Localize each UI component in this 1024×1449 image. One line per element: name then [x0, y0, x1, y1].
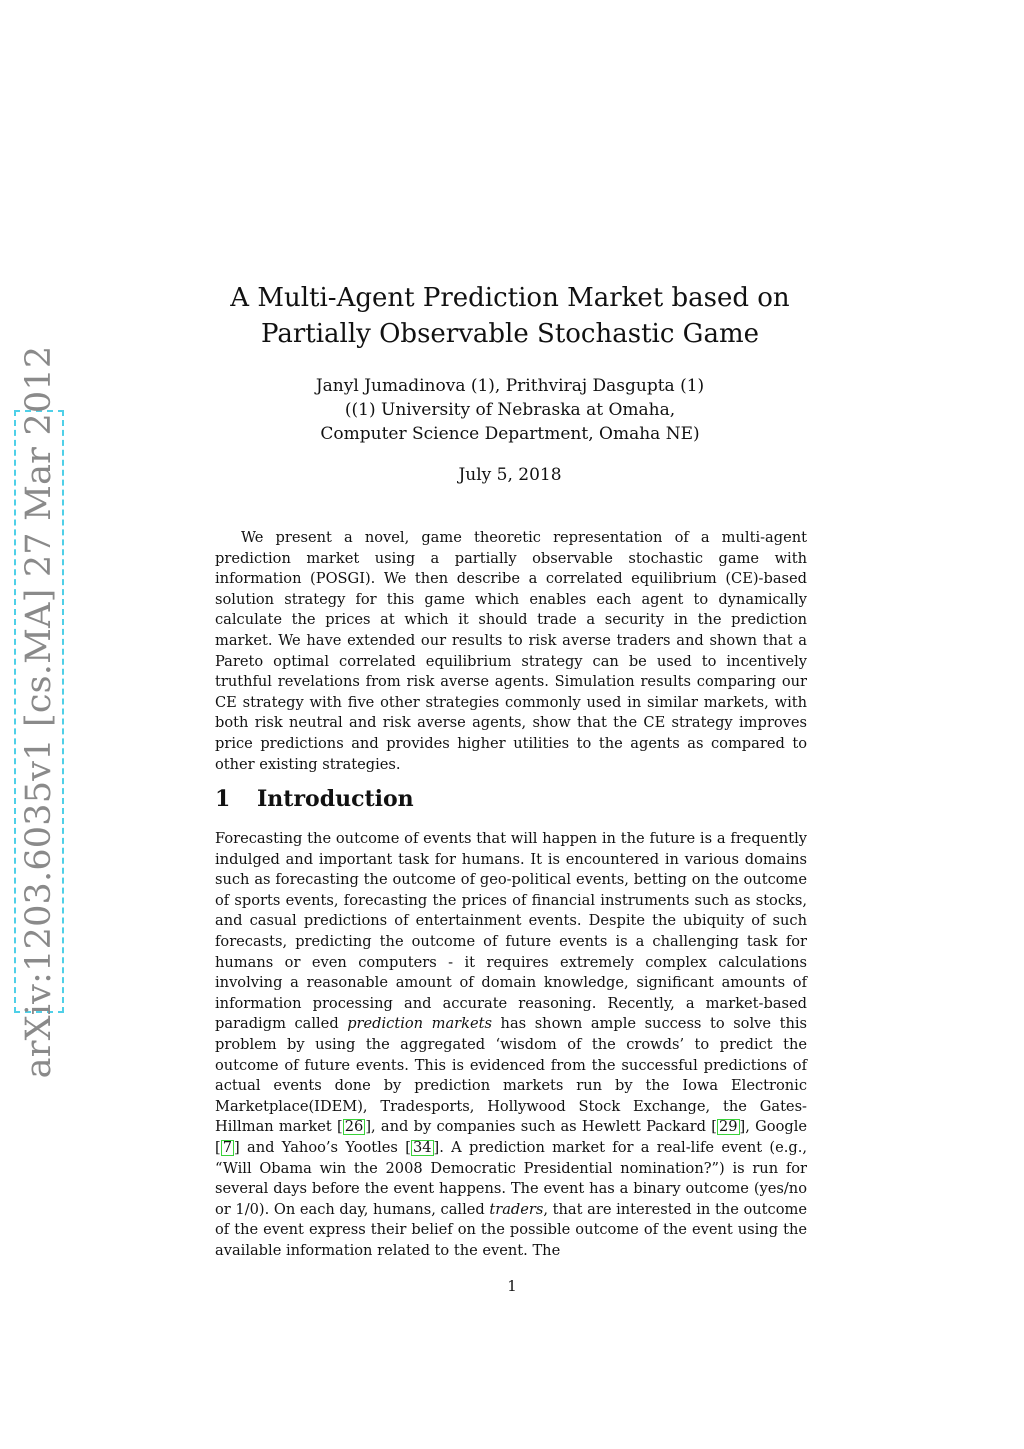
intro-text-2: has shown ample success to solve this problem by using the aggregated ‘wisdom of the crowds’ to predict the outcome of future events. This is evidenced from the successful predictions of actual events done by prediction markets run by the Iowa Electronic Marketplace(IDEM), Tradesports, Hollywood Stock Exchange, the Gates-Hillman market: [215, 1015, 807, 1136]
arxiv-identifier[interactable]: arXiv:1203.6035v1 [cs.MA] 27 Mar 2012: [19, 345, 59, 1078]
intro-text-5: and Yahoo’s Yootles: [239, 1138, 406, 1156]
intro-text-6: . A prediction market for a real-life event (e.g., “Will Obama win the 2008 Democratic Presidential nomination?”) is run for several days before the event happens. The event has a binary outcome (yes/no or 1/0). On each day, humans, called: [215, 1138, 807, 1218]
intro-text-4: , Google: [745, 1118, 808, 1136]
citation-link[interactable]: 7: [222, 1138, 232, 1156]
intro-emphasis-traders: traders: [489, 1200, 544, 1218]
section-title: Introduction: [257, 786, 414, 812]
arxiv-identifier-stamp: [14, 345, 64, 1078]
citation-link[interactable]: 26: [344, 1118, 364, 1136]
citation-link[interactable]: 29: [718, 1118, 738, 1136]
section-heading-introduction: [215, 785, 414, 813]
paper-date: July 5, 2018: [458, 465, 562, 485]
author-list: Janyl Jumadinova (1), Prithviraj Dasgupta (1): [315, 376, 705, 396]
intro-text-3: , and by companies such as Hewlett Packard: [371, 1118, 712, 1136]
intro-text-1: Forecasting the outcome of events that will happen in the future is a frequently indulged and important task for humans. It is encountered in various domains such as forecasting the outcome of geo-political events, betting on the outcome of sports events, forecasting the prices of financial instruments such as stocks, and casual predictions of entertainment events. Despite the ubiquity of such forecasts, predicting the outcome of future events is a challenging task for humans or even computers - it requires extremely complex calculations involving a reasonable amount of domain knowledge, significant amounts of information processing and accurate reasoning. Recently, a market-based paradigm called: [215, 830, 807, 1033]
introduction-paragraph: Forecasting the outcome of events that will happen in the future is a frequently indulged and important task for humans. It is encountered in various domains such as forecasting the outcome of geo-political events, betting on the outcome of sports events, forecasting the prices of financial instruments such as stocks, and casual predictions of entertainment events. Despite the ubiquity of such forecasts, predicting the outcome of future events is a challenging task for humans or even computers - it requires extremely complex calculations involving a reasonable amount of domain knowledge, significant amounts of information processing and accurate reasoning. Recently, a market-based paradigm called prediction markets has shown ample success to solve this problem by using the aggregated ‘wisdom of the crowds’ to predict the outcome of future events. This is evidenced from the successful predictions of actual events done by prediction markets run by the Iowa Electronic Marketplace(IDEM), Tradesports, Hollywood Stock Exchange, the Gates-Hillman market [ 26 ], and by companies such as Hewlett Packard [ 29 ], Google [ 7 ] and Yahoo’s Yootles [ 34 ]. A prediction market for a real-life event (e.g., “Will Obama win the 2008 Democratic Presidential nomination?”) is run for several days before the event happens. The event has a binary outcome (yes/no or 1/0). On each day, humans, called traders, that are interested in the outcome of the event express their belief on the possible outcome of the event using the available information related to the event. The: [215, 830, 808, 1259]
affiliation-line-1: ((1) University of Nebraska at Omaha,: [344, 400, 676, 420]
section-number: 1: [215, 786, 231, 812]
abstract: [215, 528, 807, 775]
page-number: 1: [507, 1277, 517, 1295]
intro-text-7: , that are interested in the outcome of the event express their belief on the possible outcome of the event using the available information related to the event. The: [215, 1200, 807, 1259]
abstract-text: We present a novel, game theoretic representation of a multi-agent prediction market using a partially observable stochastic game with information (POSGI). We then describe a correlated equilibrium (CE)-based solution strategy for this game which enables each agent to dynamically calculate the prices at which it should trade a security in the prediction market. We have extended our results to risk averse traders and shown that a Pareto optimal correlated equilibrium strategy can be used to incentively truthful revelations from risk averse agents. Simulation results comparing our CE strategy with five other strategies commonly used in similar markets, with both risk neutral and risk averse agents, show that the CE strategy improves price predictions and provides higher utilities to the agents as compared to other existing strategies.: [215, 529, 807, 773]
citation-link[interactable]: 34: [412, 1138, 432, 1156]
paper-title-line-1: A Multi-Agent Prediction Market based on: [230, 283, 790, 313]
intro-emphasis-prediction-markets: prediction markets: [347, 1015, 492, 1033]
paper-title-line-2: Partially Observable Stochastic Game: [261, 319, 759, 349]
affiliation-line-2: Computer Science Department, Omaha NE): [320, 424, 700, 444]
